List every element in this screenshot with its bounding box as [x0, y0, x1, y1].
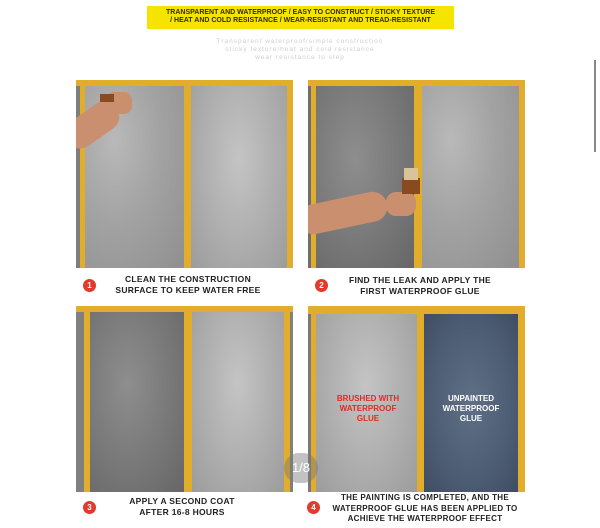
step-2-caption-line-2: FIRST WATERPROOF GLUE	[360, 286, 480, 296]
subtitle-line-2: sticky texture/heat and cold resistance	[225, 46, 375, 53]
step-2-caption	[330, 275, 510, 297]
feature-banner	[147, 6, 454, 29]
step-2-image	[308, 80, 525, 268]
step-2-badge: 2	[315, 279, 328, 292]
unpainted-label	[426, 394, 516, 424]
step-1-caption-line-1: CLEAN THE CONSTRUCTION	[124, 274, 252, 284]
step-1-caption	[98, 274, 278, 296]
concrete-right	[192, 312, 284, 492]
concrete-left	[316, 86, 414, 268]
subtitle-line-1: Transparent waterproof/simple construction	[216, 38, 384, 45]
brushed-label-line-3: GLUE	[356, 414, 380, 423]
step-3-caption	[98, 496, 266, 518]
unpainted-label-line-1: UNPAINTED	[447, 394, 495, 403]
brushed-label-line-2: WATERPROOF	[339, 404, 397, 413]
step-2-caption-line-1: FIND THE LEAK AND APPLY THE	[348, 275, 492, 285]
step-3-caption-line-2: AFTER 16-8 HOURS	[139, 507, 225, 517]
concrete-right	[191, 86, 287, 268]
step-4-caption-line-1: THE PAINTING IS COMPLETED, AND THE	[341, 493, 509, 502]
step-1-caption-line-2: SURFACE TO KEEP WATER FREE	[115, 285, 261, 295]
image-pager-indicator[interactable]: 1/8	[284, 453, 318, 483]
step-1-image	[76, 80, 293, 268]
brushed-label	[322, 394, 414, 424]
step-4-caption-line-3: ACHIEVE THE WATERPROOF EFFECT	[347, 514, 503, 523]
unpainted-label-line-3: GLUE	[459, 414, 483, 423]
unpainted-label-line-2: WATERPROOF	[442, 404, 500, 413]
step-4-badge: 4	[307, 501, 320, 514]
step-3-image	[76, 306, 293, 492]
concrete-left	[90, 312, 184, 492]
step-3-caption-line-1: APPLY A SECOND COAT	[129, 496, 235, 506]
scrollbar[interactable]	[594, 60, 596, 152]
paint-brush	[402, 178, 420, 194]
banner-line-1: TRANSPARENT AND WATERPROOF / EASY TO CONSTRUCT / STICKY TEXTURE	[166, 9, 435, 16]
step-4-image	[308, 306, 525, 492]
step-4-caption	[320, 493, 530, 525]
feature-subtitle	[170, 38, 430, 62]
step-4-caption-line-2: WATERPROOF GLUE HAS BEEN APPLIED TO	[332, 503, 518, 513]
step-3-badge: 3	[83, 501, 96, 514]
banner-line-2: / HEAT AND COLD RESISTANCE / WEAR-RESISTANT AND TREAD-RESISTANT	[170, 17, 431, 24]
concrete-right	[422, 86, 519, 268]
step-1-badge: 1	[83, 279, 96, 292]
subtitle-line-3: wear resistance to step	[255, 54, 345, 61]
brushed-label-line-1: BRUSHED WITH	[336, 394, 400, 403]
